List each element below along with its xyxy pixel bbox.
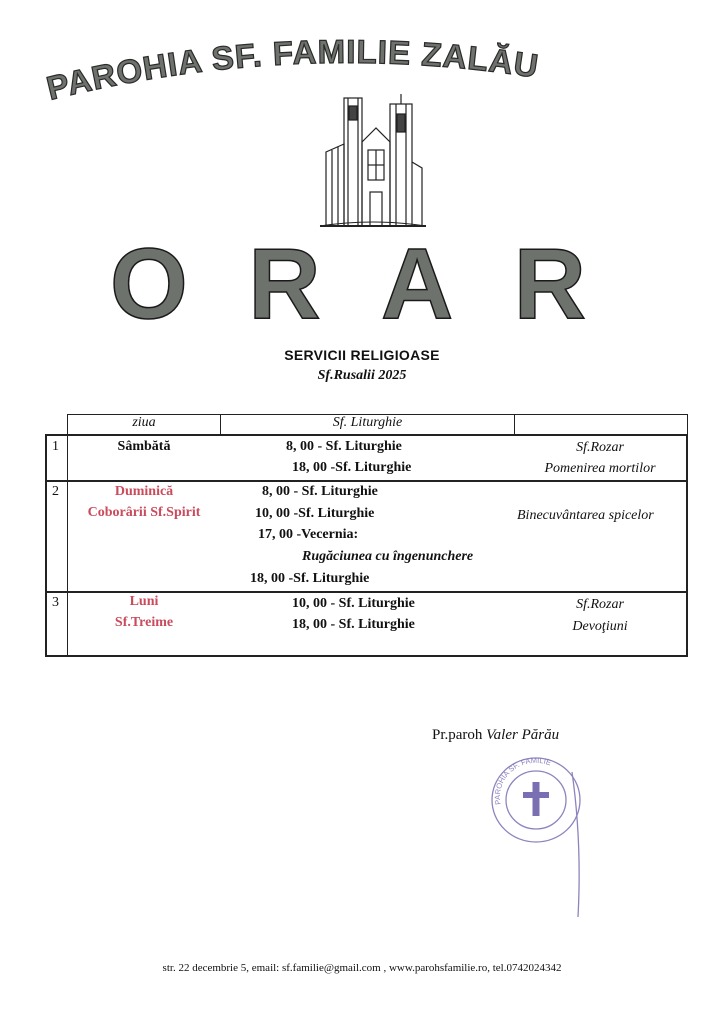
signature (432, 727, 559, 744)
poster-title (90, 238, 650, 328)
row-note: Devoţiuni (572, 619, 628, 634)
service-line: 10, 00 - Sf. Liturghie (292, 596, 415, 611)
row-day: Coborârii Sf.Spirit (87, 505, 201, 520)
parish-title-text: PAROHIA SF. FAMILIE ZALĂU (42, 32, 542, 107)
row-note: Pomenirea mortilor (544, 461, 656, 476)
stamp-text: PAROHIA SF. FAMILIE (492, 755, 553, 806)
service-line: 18, 00 -Sf. Liturghie (292, 460, 412, 475)
cross-icon (523, 782, 549, 816)
table-line (686, 434, 688, 656)
row-number: 2 (52, 484, 59, 499)
row-number: 1 (52, 439, 59, 454)
occasion-subtitle: Sf.Rusalii 2025 (317, 368, 407, 383)
table-line (45, 591, 688, 593)
row-day: Duminică (114, 484, 174, 499)
row-day: Sâmbătă (117, 439, 171, 454)
row-note: Binecuvântarea spicelor (517, 508, 654, 523)
row-number: 3 (52, 595, 59, 610)
table-line (45, 434, 47, 656)
service-line: 10, 00 -Sf. Liturghie (255, 506, 375, 521)
services-subtitle: SERVICII RELIGIOASE (284, 347, 440, 363)
table-line (45, 480, 688, 482)
parish-stamp (488, 752, 584, 922)
row-note: Sf.Rozar (576, 440, 624, 455)
service-line: 18, 00 - Sf. Liturghie (292, 617, 415, 632)
row-day: Sf.Treime (114, 615, 174, 630)
service-line: 8, 00 - Sf. Liturghie (286, 439, 402, 454)
church-illustration-icon (318, 92, 428, 232)
row-day: Luni (129, 594, 159, 609)
table-line (687, 414, 688, 434)
row-note: Sf.Rozar (576, 597, 624, 612)
poster-title-text: ORAR (110, 238, 630, 328)
signature-name: Valer Părău (486, 727, 560, 743)
signature-role: Pr.paroh (432, 727, 483, 743)
service-line: 8, 00 - Sf. Liturghie (262, 484, 378, 499)
header-day: ziua (132, 415, 156, 430)
service-line: 17, 00 -Vecernia: (258, 527, 359, 542)
table-line (514, 414, 515, 434)
service-line: Rugăciunea cu îngenunchere (302, 549, 474, 564)
table-line (45, 655, 688, 657)
table-line (45, 434, 688, 436)
svg-text:PAROHIA SF. FAMILIE ZALĂU (43, 33, 541, 107)
service-line: 18, 00 -Sf. Liturghie (250, 571, 370, 586)
footer-contact: str. 22 decembrie 5, email: sf.familie@gmail.com , www.parohsfamilie.ro, tel.0742024342 (162, 962, 562, 974)
header-liturgy: Sf. Liturghie (332, 415, 403, 430)
